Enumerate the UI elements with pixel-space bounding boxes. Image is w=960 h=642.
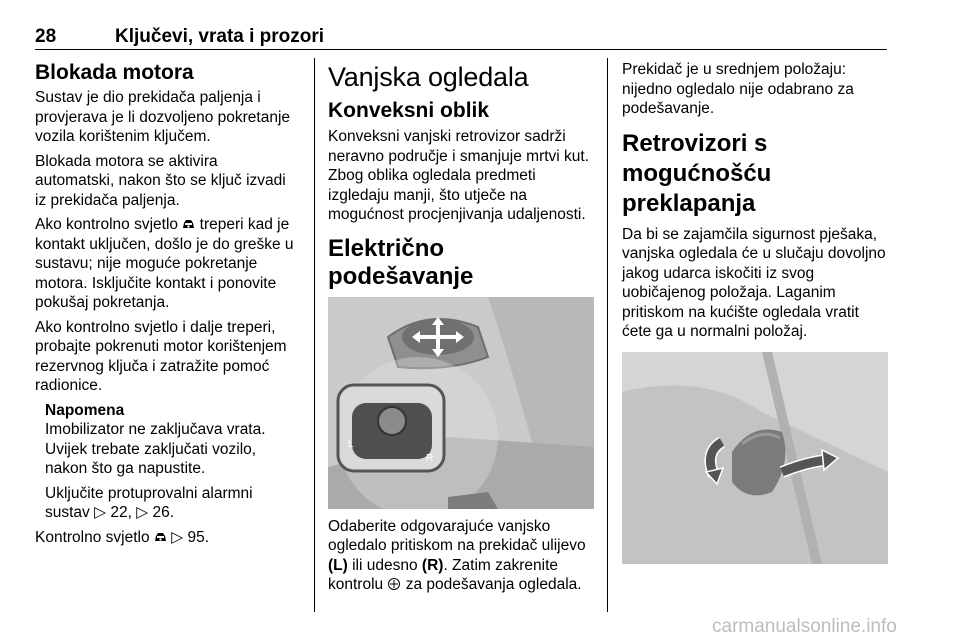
column-divider-1 bbox=[314, 58, 315, 612]
page-reference[interactable]: 26 bbox=[152, 504, 170, 521]
page-number: 28 bbox=[35, 26, 57, 47]
folding-mirror-illustration bbox=[622, 352, 888, 564]
section-title-folding-mirrors: Retrovizori s mogućnošću preklapanja bbox=[622, 129, 772, 217]
car-key-warning-icon bbox=[154, 531, 167, 543]
page-reference[interactable]: 95 bbox=[187, 528, 205, 546]
page-reference[interactable]: 22 bbox=[110, 504, 128, 521]
column-exterior-mirrors bbox=[328, 60, 593, 600]
page-reference-icon: ▷ bbox=[136, 504, 153, 521]
column-immobilizer bbox=[35, 60, 300, 552]
subsection-title-electric-adjustment: Električno podešavanje bbox=[328, 234, 474, 290]
paragraph: Prekidač je u srednjem položaju: nijedno ogledalo nije odabrano za podešavanje. bbox=[622, 61, 854, 117]
mirror-switch-illustration bbox=[328, 297, 594, 509]
paragraph: Ako kontrolno svjetlo i dalje treperi, probajte pokrenuti motor korištenjem rezervnog ključa i zatražite pomoć radionice. bbox=[35, 318, 287, 394]
paragraph: Da bi se zajamčila sigurnost pješaka, vanjska ogledala će u slučaju dovoljno jakog udarca iskočiti iz svog uobičajenog položaja. Laganim pritiskom na kućište ogledala vratit ćete ga u normalni položaj. bbox=[622, 225, 886, 340]
page-reference-icon: ▷ bbox=[94, 504, 111, 521]
column-divider-2 bbox=[607, 58, 608, 612]
paragraph: Konveksni vanjski retrovizor sadrži neravno područje i smanjuje mrtvi kut. Zbog oblika ogledala predmeti izgledaju manji, što utječe na mogućnost procjenjivanja udaljenosti. bbox=[328, 128, 590, 223]
paragraph: Odaberite odgovarajuće vanjsko ogledalo pritiskom na prekidač ulijevo (L) ili udesno (R). Zatim zakrenite kontrolu za podešavanja ogledala. bbox=[328, 517, 586, 593]
note-box bbox=[35, 401, 300, 523]
paragraph: Blokada motora se aktivira automatski, nakon što se ključ izvadi iz prekidača paljenja. bbox=[35, 152, 286, 209]
chapter-title: Ključevi, vrata i prozori bbox=[115, 26, 325, 47]
watermark-link[interactable]: carmanualsonline.info bbox=[712, 616, 897, 637]
svg-text:L: L bbox=[348, 438, 354, 450]
car-key-warning-icon bbox=[182, 218, 195, 230]
paragraph: Ako kontrolno svjetlo treperi kad je kontakt uključen, došlo je do greške u sustavu; nije moguće pokretanje motora. Isključite kontakt i ponovite pokušaj pokretanja. bbox=[35, 216, 294, 311]
page-reference-icon: ▷ bbox=[171, 528, 188, 546]
note-text: Imobilizator ne zaključava vrata. Uvijek trebate zaključati vozilo, nakon što ga napustite. bbox=[45, 421, 266, 477]
section-title-immobilizer: Blokada motora bbox=[35, 61, 194, 84]
note-text: Uključite protuprovalni alarmni sustav ▷ 22, ▷ 26. bbox=[45, 484, 253, 521]
mirror-adjust-icon bbox=[387, 577, 401, 591]
note-title: Napomena bbox=[45, 401, 125, 419]
page-header bbox=[35, 26, 887, 50]
section-title-exterior-mirrors: Vanjska ogledala bbox=[328, 62, 529, 92]
subsection-title-convex: Konveksni oblik bbox=[328, 99, 490, 122]
svg-text:R: R bbox=[426, 452, 434, 464]
paragraph: Kontrolno svjetlo ▷ 95. bbox=[35, 528, 210, 546]
column-folding-mirrors bbox=[622, 60, 888, 572]
paragraph: Sustav je dio prekidača paljenja i provjerava je li dozvoljeno pokretanje vozila korištenim ključem. bbox=[35, 89, 291, 145]
